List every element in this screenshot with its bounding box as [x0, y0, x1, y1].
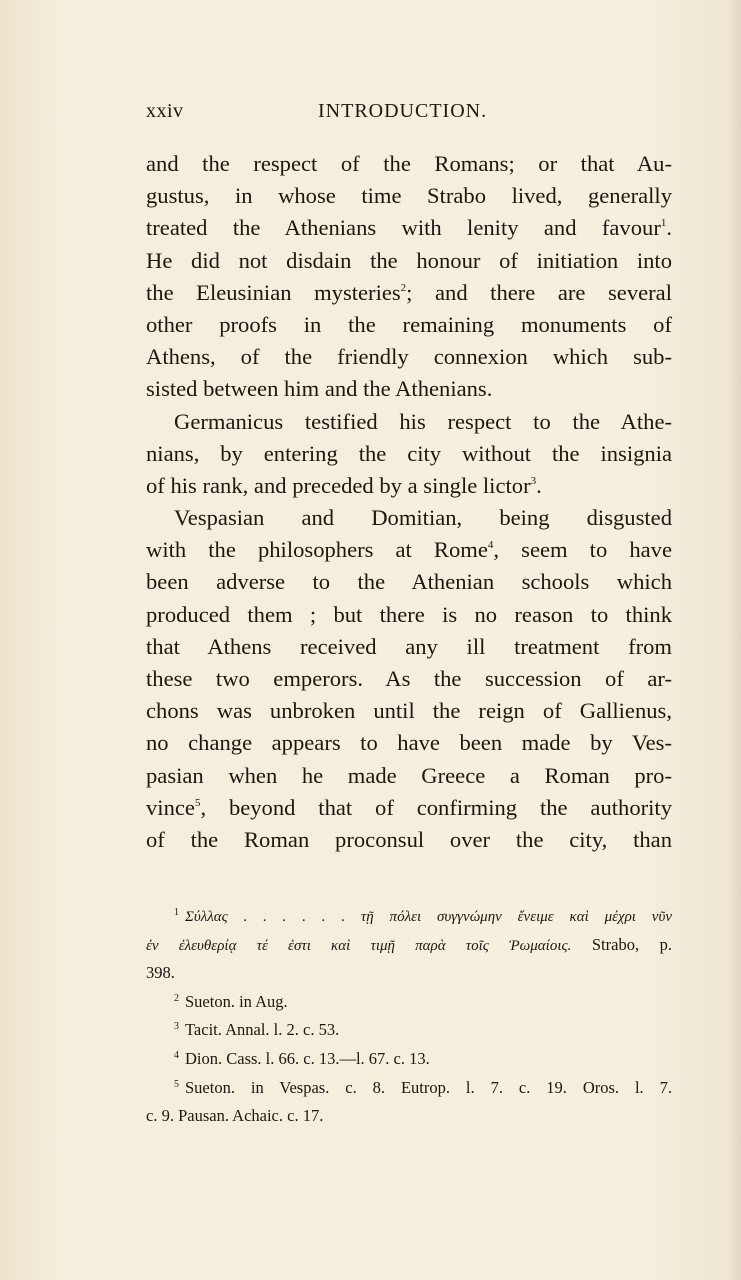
paragraph-start-line: Germanicus testified his respect to the Athe- [174, 408, 672, 434]
text-line: that Athens received any ill treatment from [146, 633, 672, 659]
text-line: chons was unbroken until the reign of Gallienus, [146, 698, 672, 724]
footnote-mark[interactable]: 4 [487, 539, 494, 552]
footnote-mark[interactable]: 2 [400, 281, 407, 294]
greek-quotation: Σύλλας . . . . . . τῇ πόλει συγγνώμην ἔνειμε καὶ μέχρι νῦν [185, 909, 672, 925]
running-head: INTRODUCTION. [318, 100, 488, 122]
text-line: produced them ; but there is no reason to think [146, 601, 672, 627]
text-line: these two emperors. As the succession of ar- [146, 666, 672, 691]
text-line: sisted between him and the Athenians. [146, 376, 493, 402]
footnote-3: $^3$ Tacit. Annal. l. 2. c. 53. [174, 1020, 340, 1040]
text-line: nians, by entering the city without the insignia [146, 440, 672, 466]
footnote-mark[interactable]: 5 [194, 796, 201, 809]
text-line: been adverse to the Athenian schools which [146, 569, 672, 595]
footnote-number: 2 [174, 992, 179, 1004]
text-line: the Eleusinian mysteries$^2$; and there are several [146, 279, 672, 305]
text-line: of the Roman proconsul over the city, than [146, 826, 672, 852]
text-line: and the respect of the Romans; or that Au- [146, 151, 672, 176]
text-line: pasian when he made Greece a Roman pro- [146, 762, 672, 788]
footnote-1-continued [146, 931, 672, 960]
footnote-1-continued: 398. [146, 963, 175, 983]
footnote-mark[interactable]: 3 [530, 474, 537, 487]
footnote-1 [146, 902, 672, 931]
text-line: treated the Athenians with lenity and favour$^1$. [146, 215, 672, 241]
text-line: of his rank, and preceded by a single lictor$^3$. [146, 472, 542, 498]
body-text [146, 148, 672, 856]
footnote-number: 3 [174, 1021, 179, 1033]
footnote-5: $^5$ Sueton. in Vespas. c. 8. Eutrop. l. 7. c. 19. Oros. l. 7. [174, 1077, 672, 1097]
footnote-reference: Strabo, p. [591, 934, 672, 954]
footnote-number: 4 [174, 1049, 179, 1061]
page-header [146, 100, 672, 130]
page-number: xxiv [146, 100, 184, 122]
footnote-mark[interactable]: 1 [660, 217, 667, 230]
greek-quotation: ἐν ἐλευθερίᾳ τέ ἐστι καὶ τιμῇ παρὰ τοῖς Ῥωμαίοις. [146, 937, 572, 954]
text-line: with the philosophers at Rome$^4$, seem to have [146, 537, 672, 563]
footnote-number: 5 [174, 1078, 179, 1090]
footnote-2: $^2$ Sueton. in Aug. [174, 991, 288, 1011]
page-edge-shadow [727, 0, 741, 1280]
text-line: gustus, in whose time Strabo lived, generally [146, 183, 672, 209]
text-line: other proofs in the remaining monuments of [146, 311, 672, 337]
footnote-4: $^4$ Dion. Cass. l. 66. c. 13.—l. 67. c. 13. [174, 1048, 430, 1068]
text-line: He did not disdain the honour of initiation into [146, 247, 672, 273]
text-line: no change appears to have been made by Ves- [146, 730, 672, 756]
footnote-number: 1 [174, 907, 179, 918]
text-line: vince$^5$, beyond that of confirming the authority [146, 794, 672, 820]
footnotes [146, 902, 672, 1131]
text-line: Athens, of the friendly connexion which sub- [146, 344, 672, 370]
footnote-5-continued: c. 9. Pausan. Achaic. c. 17. [146, 1106, 324, 1126]
paragraph-start-line: Vespasian and Domitian, being disgusted [174, 505, 672, 531]
